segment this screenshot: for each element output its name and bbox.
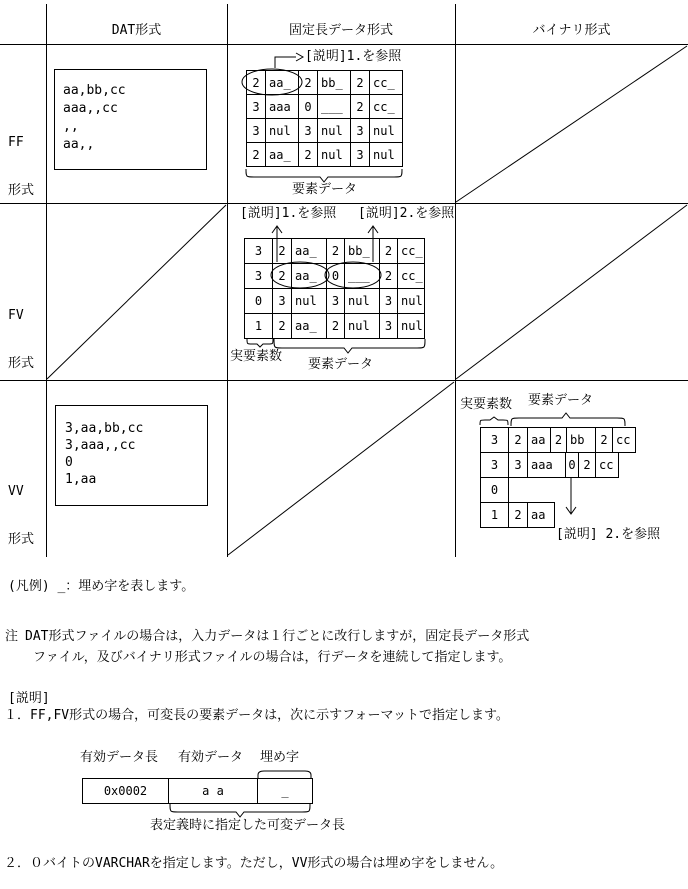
table-cell: nul — [292, 289, 327, 314]
table-cell: 2 — [247, 143, 266, 167]
row-label-ff-line1: FF — [8, 135, 24, 150]
table-cell: 3 — [245, 239, 273, 264]
table-cell: nul — [266, 119, 299, 143]
ff-fixed-table — [246, 70, 403, 167]
row-label-ff-line2: 形式 — [8, 183, 35, 198]
table-cell: aaa — [266, 95, 299, 119]
table-cell: 2 — [273, 239, 292, 264]
table-cell: 3 — [245, 264, 273, 289]
table-cell: aa_ — [292, 264, 327, 289]
table-cell: 3 — [508, 452, 528, 478]
table-cell: 1 — [480, 502, 509, 528]
row-label-fv — [8, 276, 39, 404]
vv-data-brace — [511, 413, 625, 426]
table-cell: 2 — [327, 239, 345, 264]
table-cell: nul — [318, 143, 351, 167]
table-cell: 3 — [380, 314, 398, 339]
format-label-fill: 埋め字 — [260, 750, 300, 765]
explanation-heading: [説明] — [8, 691, 50, 706]
table-cell: 2 — [351, 71, 370, 95]
table-cell: ___ — [318, 95, 351, 119]
table-cell: 0 — [480, 477, 509, 503]
fv-data-brace — [274, 339, 425, 353]
table-cell: cc_ — [398, 239, 425, 264]
note-line2: ファイル，及びバイナリ形式ファイルの場合は，行データを連続して指定します。 — [33, 650, 512, 665]
table-cell: 2 — [299, 71, 318, 95]
table-cell: 0 — [327, 264, 345, 289]
fv-fixed-table — [244, 238, 425, 339]
vv-binary-row — [480, 502, 555, 528]
table-cell: 2 — [299, 143, 318, 167]
table-cell: aa_ — [292, 314, 327, 339]
table-cell: cc_ — [370, 71, 403, 95]
vv-data-label: 要素データ — [528, 393, 594, 408]
table-cell: 3 — [380, 289, 398, 314]
table-cell: 3 — [299, 119, 318, 143]
table-cell: 0 — [299, 95, 318, 119]
row-label-ff — [8, 103, 39, 231]
format-under-brace — [170, 804, 310, 817]
table-cell: cc — [612, 427, 636, 453]
table-cell: cc — [595, 452, 619, 478]
table-cell: 3 — [351, 119, 370, 143]
table-cell: 1 — [245, 314, 273, 339]
table-cell: nul — [345, 289, 380, 314]
vv-count-label: 実要素数 — [460, 397, 513, 412]
vv-dat-line: 3,aa,bb,cc — [65, 421, 144, 436]
table-cell: 3 — [351, 143, 370, 167]
ff-arrowhead — [296, 53, 303, 61]
table-cell: 3 — [273, 289, 292, 314]
note-line1: DAT形式ファイルの場合は，入力データは１行ごとに改行しますが，固定長データ形式 — [25, 629, 530, 644]
fv-count-label: 実要素数 — [230, 349, 283, 364]
format-caption: 表定義時に指定した可変データ長 — [150, 818, 346, 833]
vv-fixed-diagonal — [228, 382, 454, 555]
vv-dat-line: 1,aa — [65, 472, 97, 487]
table-cell: 3 — [480, 427, 509, 453]
ff-dat-line: ,, — [63, 119, 79, 134]
header-binary: バイナリ形式 — [532, 23, 611, 38]
table-cell: aa_ — [266, 71, 299, 95]
table-cell: 2 — [578, 452, 596, 478]
explanation-item1: １．FF,FV形式の場合，可変長の要素データは，次に示すフォーマットで指定します。 — [4, 708, 509, 723]
row-label-vv-line2: 形式 — [8, 532, 35, 547]
table-cell: 2 — [351, 95, 370, 119]
ff-dat-line: aaa,,cc — [63, 101, 118, 116]
row-label-fv-line2: 形式 — [8, 356, 35, 371]
ff-brace-label: 要素データ — [291, 182, 357, 197]
table-cell: bb — [566, 427, 596, 453]
table-cell: 2 — [508, 502, 528, 528]
table-cell: 2 — [327, 314, 345, 339]
format-box — [82, 778, 313, 804]
fv-dat-diagonal — [47, 205, 226, 379]
vv-dat-line: 3,aaa,,cc — [65, 438, 136, 453]
table-cell: nul — [370, 143, 403, 167]
ff-under-brace — [246, 169, 402, 182]
legend-text: (凡例) _：埋め字を表します。 — [8, 579, 195, 594]
ff-dat-line: aa,, — [63, 137, 95, 152]
format-label-length: 有効データ長 — [80, 750, 159, 765]
table-cell: 2 — [508, 427, 528, 453]
table-cell: 3 — [247, 95, 266, 119]
table-cell: 2 — [380, 264, 398, 289]
vv-binary-row — [480, 427, 636, 453]
explanation-item2: ２．０バイトのVARCHARを指定します。ただし，VV形式の場合は埋め字をしません。 — [4, 856, 504, 871]
table-cell: bb_ — [318, 71, 351, 95]
vv-count-brace — [480, 417, 508, 425]
row-label-fv-line1: FV — [8, 308, 24, 323]
table-cell: nul — [345, 314, 380, 339]
header-dat: DAT形式 — [111, 23, 162, 38]
table-cell: 2 — [247, 71, 266, 95]
table-cell: nul — [398, 289, 425, 314]
ff-arrow — [275, 57, 296, 68]
format-cell-fill: _ — [257, 778, 313, 804]
table-cell: cc_ — [370, 95, 403, 119]
table-cell: 2 — [380, 239, 398, 264]
header-fixed: 固定長データ形式 — [288, 23, 393, 38]
fv-binary-diagonal — [456, 205, 687, 379]
table-cell: nul — [318, 119, 351, 143]
vv-binary-row — [480, 477, 509, 503]
row-label-vv — [8, 452, 39, 580]
vv-binary-row — [480, 452, 619, 478]
ff-annotation: [説明]1.を参照 — [305, 49, 402, 64]
table-cell: 2 — [273, 314, 292, 339]
note-marker: 注 — [5, 629, 19, 644]
format-label-data: 有効データ — [178, 750, 244, 765]
table-cell: aa_ — [266, 143, 299, 167]
fv-count-brace — [247, 339, 273, 347]
table-cell: bb_ — [345, 239, 380, 264]
table-cell: nul — [370, 119, 403, 143]
table-cell: 0 — [565, 452, 579, 478]
table-cell: 2 — [273, 264, 292, 289]
table-cell: 2 — [595, 427, 613, 453]
format-cell-data: a a — [168, 778, 258, 804]
table-cell: 2 — [550, 427, 567, 453]
fv-annotation-1: [説明]1.を参照 — [240, 206, 337, 221]
ff-dat-line: aa,bb,cc — [63, 83, 126, 98]
table-cell: aa — [527, 502, 555, 528]
row-label-vv-line1: VV — [8, 484, 24, 499]
table-cell: 3 — [327, 289, 345, 314]
fv-annotation-2: [説明]2.を参照 — [358, 206, 455, 221]
table-cell: aa — [527, 427, 551, 453]
table-cell: aaa — [527, 452, 566, 478]
table-cell: 3 — [480, 452, 509, 478]
table-cell: cc_ — [398, 264, 425, 289]
vv-dat-line: 0 — [65, 455, 73, 470]
table-cell: nul — [398, 314, 425, 339]
vv-annotation: [説明] 2.を参照 — [556, 527, 661, 542]
table-cell: 0 — [245, 289, 273, 314]
table-cell: ___ — [345, 264, 380, 289]
fv-data-label: 要素データ — [308, 357, 374, 372]
ff-binary-diagonal — [456, 46, 687, 202]
format-cell-length: 0x0002 — [82, 778, 169, 804]
table-cell: 3 — [247, 119, 266, 143]
table-cell: aa_ — [292, 239, 327, 264]
